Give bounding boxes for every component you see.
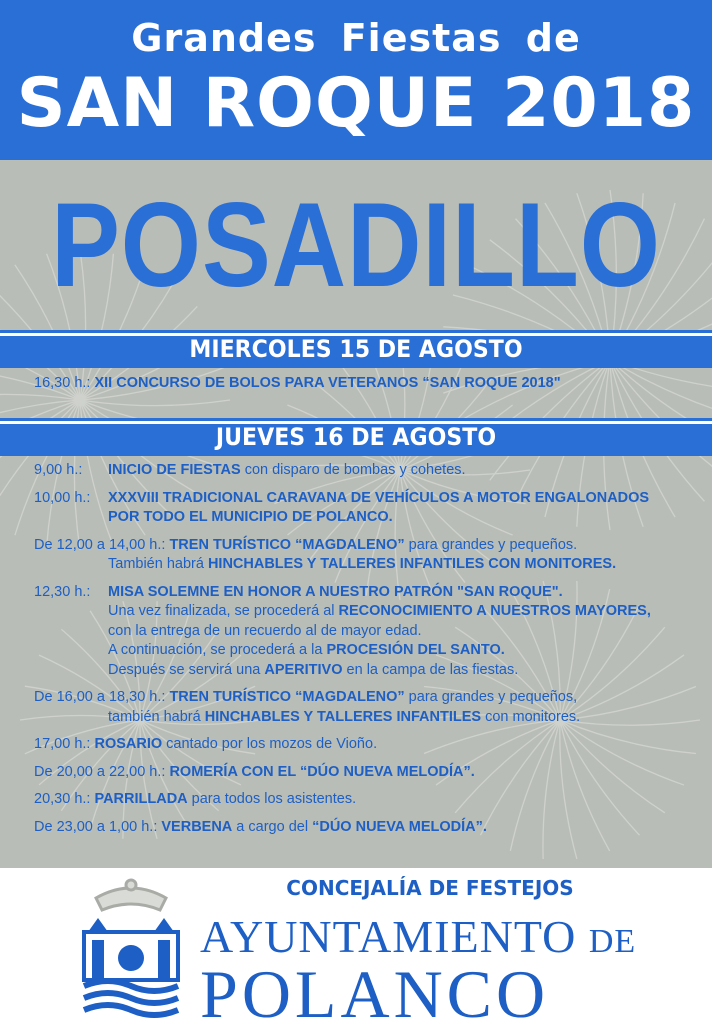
- day-bar: [0, 418, 712, 456]
- header-band: [0, 0, 712, 160]
- event-text: A continuación, se procederá a la: [108, 642, 327, 658]
- event-line: [34, 763, 475, 781]
- event-text: con disparo de bombas y cohetes.: [240, 462, 466, 478]
- event-highlight: VERBENA: [161, 818, 233, 835]
- event-text: 9,00 h.:: [34, 462, 83, 478]
- day-bar: [0, 330, 712, 368]
- event-line: [108, 508, 393, 526]
- event-text: De 12,00 a 14,00 h.:: [34, 536, 170, 553]
- department-name: CONCEJALÍA DE FESTEJOS: [286, 876, 574, 900]
- event-text: para grandes y pequeños.: [404, 536, 578, 553]
- event-highlight: TREN TURÍSTICO “MAGDALENO”: [169, 689, 405, 705]
- event-highlight: MISA SOLEMNE EN HONOR A NUESTRO PATRÓN "SAN ROQUE".: [108, 583, 563, 600]
- event-text: De 20,00 a 22,00 h.:: [34, 763, 170, 780]
- event-text: Después se servirá una: [108, 661, 265, 678]
- event-line: [34, 461, 466, 479]
- event-highlight: XXXVIII TRADICIONAL CARAVANA DE VEHÍCULOS A MOTOR ENGALONADOS: [108, 489, 650, 506]
- ayuntamiento-word: AYUNTAMIENTO: [200, 911, 577, 962]
- event-line: [108, 661, 518, 679]
- event-text: con la entrega de un recuerdo al de mayor edad.: [108, 622, 422, 639]
- event-line: [108, 622, 422, 640]
- event-text: para todos los asistentes.: [187, 791, 357, 807]
- event-line: [34, 489, 649, 507]
- event-text: 12,30 h.:: [34, 583, 91, 600]
- poster-subtitle: Grandes Fiestas de: [131, 16, 581, 60]
- event-highlight: “DÚO NUEVA MELODÍA”.: [312, 818, 487, 835]
- event-line: [108, 555, 616, 573]
- event-line: [34, 688, 577, 706]
- event-line: [34, 374, 561, 392]
- event-line: [108, 708, 580, 726]
- event-text: para grandes y pequeños,: [404, 689, 578, 705]
- event-highlight: RECONOCIMIENTO A NUESTROS MAYORES,: [338, 603, 651, 619]
- event-line: [34, 735, 377, 753]
- polanco-crest-icon: [78, 876, 184, 1020]
- event-line: [108, 602, 651, 620]
- event-text: con monitores.: [481, 708, 581, 725]
- event-highlight: PROCESIÓN DEL SANTO.: [326, 642, 505, 658]
- day-title: MIERCOLES 15 DE AGOSTO: [189, 335, 523, 363]
- event-text: en la campa de las fiestas.: [342, 661, 519, 678]
- event-text: También habrá: [108, 556, 208, 572]
- event-text: 20,30 h.:: [34, 791, 95, 807]
- event-highlight: POR TODO EL MUNICIPIO DE POLANCO.: [108, 509, 393, 525]
- municipality-name: POLANCO: [200, 956, 550, 1032]
- event-highlight: HINCHABLES Y TALLERES INFANTILES CON MONITORES.: [207, 556, 617, 572]
- event-text: cantado por los mozos de Vioño.: [162, 736, 378, 752]
- event-line: [34, 818, 487, 836]
- event-highlight: XII CONCURSO DE BOLOS PARA VETERANOS “SAN ROQUE 2018": [94, 375, 561, 391]
- event-text: 17,00 h.:: [34, 736, 95, 752]
- event-highlight: INICIO DE FIESTAS: [108, 462, 241, 478]
- event-highlight: TREN TURÍSTICO “MAGDALENO”: [169, 536, 405, 553]
- event-line: [108, 641, 505, 659]
- event-text: a cargo del: [232, 818, 313, 835]
- event-highlight: PARRILLADA: [94, 791, 188, 807]
- day-title: JUEVES 16 DE AGOSTO: [215, 423, 497, 451]
- event-highlight: HINCHABLES Y TALLERES INFANTILES: [204, 708, 482, 725]
- event-text: De 23,00 a 1,00 h.:: [34, 818, 162, 835]
- de-word: DE: [588, 923, 637, 960]
- event-line: [34, 790, 356, 808]
- event-highlight: APERITIVO: [264, 661, 343, 678]
- event-text: también habrá: [108, 708, 205, 725]
- town-name: POSADILLO: [51, 178, 661, 312]
- event-line: [34, 583, 563, 601]
- event-text: Una vez finalizada, se procederá al: [108, 603, 339, 619]
- event-line: [34, 536, 577, 554]
- event-highlight: ROMERÍA CON EL “DÚO NUEVA MELODÍA”.: [169, 763, 475, 780]
- poster-title: SAN ROQUE 2018: [16, 64, 696, 143]
- event-text: De 16,00 a 18,30 h.:: [34, 689, 170, 705]
- event-highlight: ROSARIO: [94, 736, 163, 752]
- event-text: 10,00 h.:: [34, 489, 91, 506]
- event-text: 16,30 h.:: [34, 375, 95, 391]
